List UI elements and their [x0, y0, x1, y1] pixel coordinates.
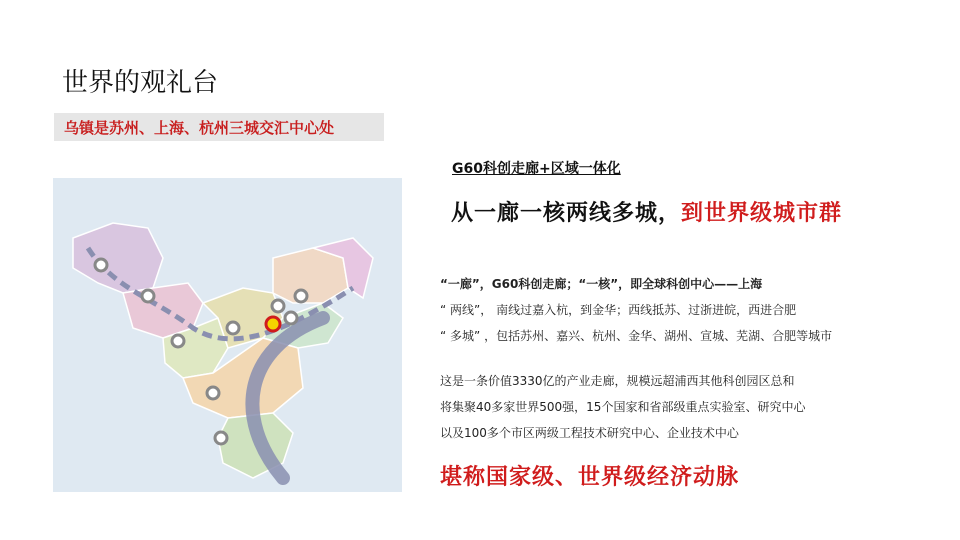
city-node	[295, 290, 307, 302]
g60-corridor-map	[53, 178, 402, 492]
headline	[451, 196, 842, 227]
paragraph-line: 以及100多个市区两级工程技术研究中心、企业技术中心	[440, 426, 739, 440]
conclusion-text: 堪称国家级、世界级经济动脉	[440, 465, 740, 490]
city-node	[285, 312, 297, 324]
page-title: 世界的观礼台	[62, 68, 219, 98]
city-node	[227, 322, 239, 334]
paragraph-line: 将集聚40多家世界500强，15个国家和省部级重点实验室、研究中心	[440, 400, 806, 414]
bullet-list	[440, 275, 832, 353]
banner	[54, 113, 384, 141]
city-node	[95, 259, 107, 271]
paragraph-line: 这是一条价值3330亿的产业走廊，规模远超浦西其他科创园区总和	[440, 374, 795, 388]
city-node	[207, 387, 219, 399]
headline-part1: 从一廊一核两线多城，	[451, 201, 682, 226]
bullet-item: “一廊”，G60科创走廊；“一核”，即全球科创中心——上海	[440, 277, 763, 291]
description-paragraph	[440, 372, 805, 450]
city-node	[272, 300, 284, 312]
headline-part2: 到世界级城市群	[681, 201, 843, 226]
wuzhen-node	[266, 317, 280, 331]
city-node	[172, 335, 184, 347]
banner-text: 乌镇是苏州、上海、杭州三城交汇中心处	[64, 118, 335, 137]
bullet-item: “ 两线”， 南线过嘉入杭，到金华；西线抵苏、过浙进皖，西进合肥	[440, 303, 797, 317]
section-subtitle: G60科创走廊+区域一体化	[452, 161, 621, 177]
city-node	[142, 290, 154, 302]
city-node	[215, 432, 227, 444]
bullet-item: “ 多城” ，包括苏州、嘉兴、杭州、金华、湖州、宣城、芜湖、合肥等城市	[440, 329, 833, 343]
